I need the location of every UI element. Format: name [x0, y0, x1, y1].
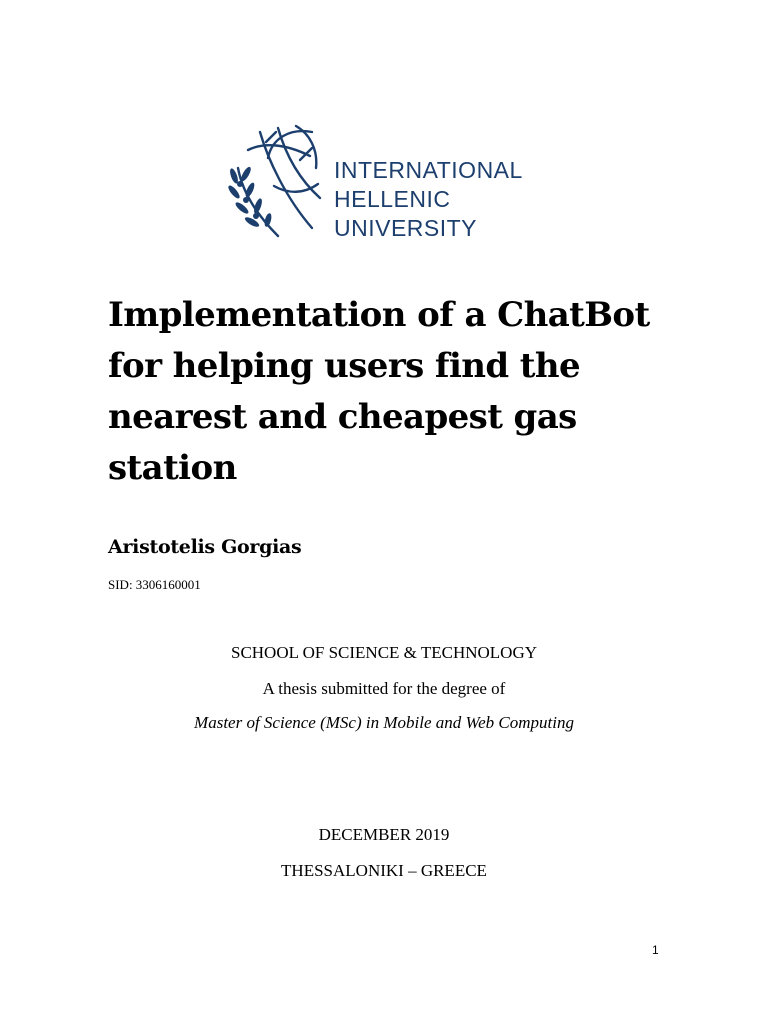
thesis-statement: A thesis submitted for the degree of: [262, 679, 506, 698]
globe-olive-branch-icon: [220, 120, 330, 245]
author-name: Aristotelis Gorgias: [108, 536, 302, 558]
logo-line: HELLENIC: [334, 186, 451, 212]
student-id: SID: 3306160001: [108, 577, 201, 592]
logo-line: UNIVERSITY: [334, 215, 478, 241]
logo-line: INTERNATIONAL: [334, 157, 523, 183]
school-name: SCHOOL OF SCIENCE & TECHNOLOGY: [230, 643, 538, 662]
page-number: 1: [652, 943, 659, 957]
university-logo: [220, 120, 550, 245]
logo-wordmark: [334, 156, 523, 243]
submission-date: DECEMBER 2019: [318, 825, 450, 844]
location: THESSALONIKI – GREECE: [281, 861, 487, 880]
degree-name: Master of Science (MSc) in Mobile and Web Computing: [194, 713, 574, 732]
thesis-title: Implementation of a ChatBot for helping users find the nearest and cheapest gas station: [108, 295, 650, 488]
